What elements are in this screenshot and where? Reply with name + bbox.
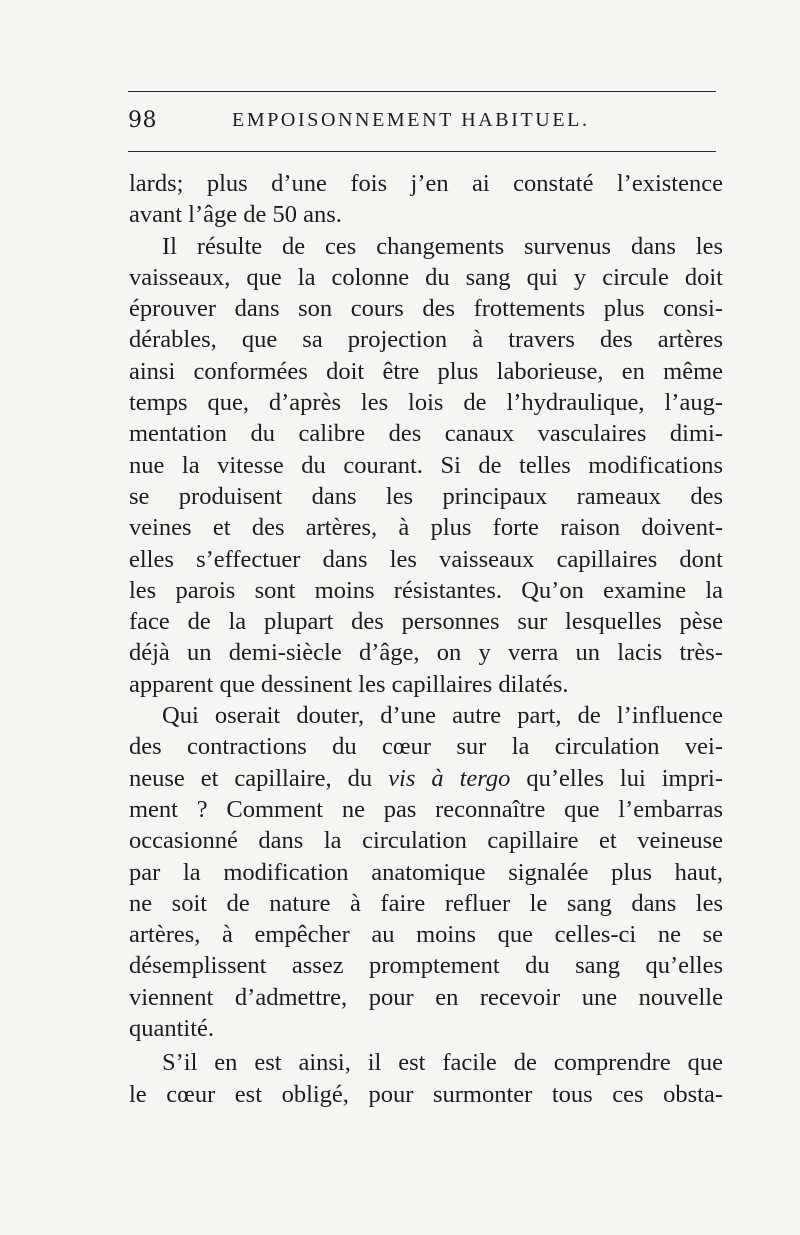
text-line: occasionné dans la circulation capillaire et veineuse bbox=[129, 827, 723, 855]
text-line: des contractions du cœur sur la circulation vei- bbox=[129, 733, 723, 761]
text-segment: qu’elles lui impri- bbox=[526, 764, 723, 792]
text-line: elles s’effectuer dans les vaisseaux capillaires dont bbox=[129, 545, 723, 573]
italic-phrase: vis à tergo bbox=[388, 764, 511, 792]
text-line: ment ? Comment ne pas reconnaître que l’embarras bbox=[129, 795, 723, 823]
text-line: par la modification anatomique signalée plus haut, bbox=[129, 858, 723, 886]
text-line: lards; plus d’une fois j’en ai constaté l’existence bbox=[129, 170, 723, 197]
body-text bbox=[129, 168, 723, 1110]
text-line: temps que, d’après les lois de l’hydraulique, l’aug- bbox=[129, 389, 723, 417]
text-line: vaisseaux, que la colonne du sang qui y circule doit bbox=[129, 263, 723, 291]
text-line: artères, à empêcher au moins que celles-ci ne se bbox=[129, 921, 723, 949]
text-line: ainsi conformées doit être plus laborieuse, en même bbox=[129, 357, 723, 385]
text-line: Qui oserait douter, d’une autre part, de l’influence bbox=[162, 702, 723, 730]
text-line: face de la plupart des personnes sur lesquelles pèse bbox=[129, 608, 723, 636]
text-line: mentation du calibre des canaux vasculaires dimi- bbox=[129, 420, 723, 448]
text-line-with-italic bbox=[129, 763, 723, 794]
text-line: quantité. bbox=[129, 1015, 215, 1043]
text-line: dérables, que sa projection à travers des artères bbox=[129, 326, 723, 354]
page-header bbox=[128, 104, 716, 138]
text-segment: neuse et capillaire, du bbox=[129, 764, 373, 792]
text-line: ne soit de nature à faire refluer le sang dans les bbox=[129, 889, 723, 917]
text-line: S’il en est ainsi, il est facile de comprendre que bbox=[162, 1049, 723, 1077]
text-line: nue la vitesse du courant. Si de telles modifications bbox=[129, 451, 723, 479]
text-line: avant l’âge de 50 ans. bbox=[129, 201, 342, 229]
header-bottom-rule bbox=[128, 151, 716, 152]
running-title: EMPOISONNEMENT HABITUEL. bbox=[232, 109, 590, 131]
text-line: veines et des artères, à plus forte raison doivent- bbox=[129, 514, 723, 542]
text-line: désemplissent assez promptement du sang qu’elles bbox=[129, 952, 723, 980]
text-line: éprouver dans son cours des frottements plus consi- bbox=[129, 295, 723, 323]
text-line: viennent d’admettre, pour en recevoir une nouvelle bbox=[129, 983, 723, 1011]
text-line: le cœur est obligé, pour surmonter tous ces obsta- bbox=[129, 1080, 723, 1108]
text-line: déjà un demi-siècle d’âge, on y verra un lacis très- bbox=[129, 639, 723, 667]
header-top-rule bbox=[128, 91, 716, 92]
text-line: Il résulte de ces changements survenus dans les bbox=[162, 232, 723, 260]
text-line: se produisent dans les principaux rameaux des bbox=[129, 482, 723, 510]
text-line: apparent que dessinent les capillaires dilatés. bbox=[129, 670, 569, 698]
text-line: les parois sont moins résistantes. Qu’on examine la bbox=[129, 576, 723, 604]
page-number: 98 bbox=[128, 108, 157, 133]
